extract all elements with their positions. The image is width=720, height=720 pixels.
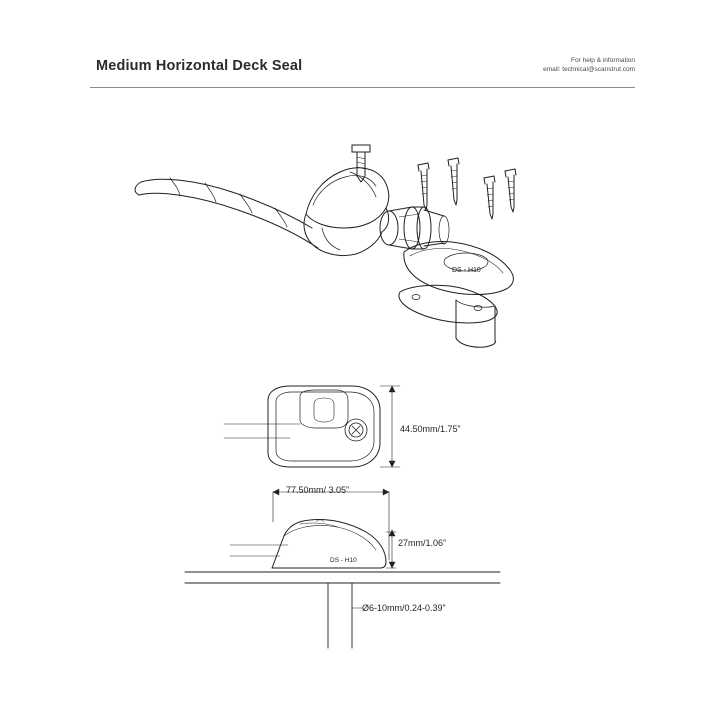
side-section-view — [185, 489, 500, 648]
deck-stub — [456, 300, 496, 347]
top-view — [224, 386, 400, 467]
part-marking-side: DS - H10 — [330, 557, 357, 564]
dimension-depth-label: 27mm/1.06” — [398, 538, 447, 548]
dimension-hole-label: Ø6-10mm/0.24-0.39” — [362, 603, 446, 613]
screw-2 — [448, 158, 459, 205]
gasket-plate — [399, 285, 497, 323]
part-marking-top: DS - H10 — [452, 267, 481, 274]
page-title: Medium Horizontal Deck Seal — [96, 58, 303, 74]
exploded-assembly-view — [135, 145, 516, 347]
screw-4 — [505, 169, 516, 212]
screw-center-top — [352, 145, 370, 182]
screw-1 — [418, 163, 429, 210]
dimension-height-label: 44.50mm/1.75” — [400, 424, 461, 434]
screw-3 — [484, 176, 495, 219]
housing-cover — [304, 168, 389, 256]
contact-line-2: email: technical@scanstrut.com — [543, 66, 635, 73]
contact-line-1: For help & information — [571, 57, 635, 64]
gland-collar — [380, 207, 449, 249]
cable — [135, 178, 318, 248]
dimension-width-label: 77.50mm/ 3.05” — [286, 485, 350, 495]
